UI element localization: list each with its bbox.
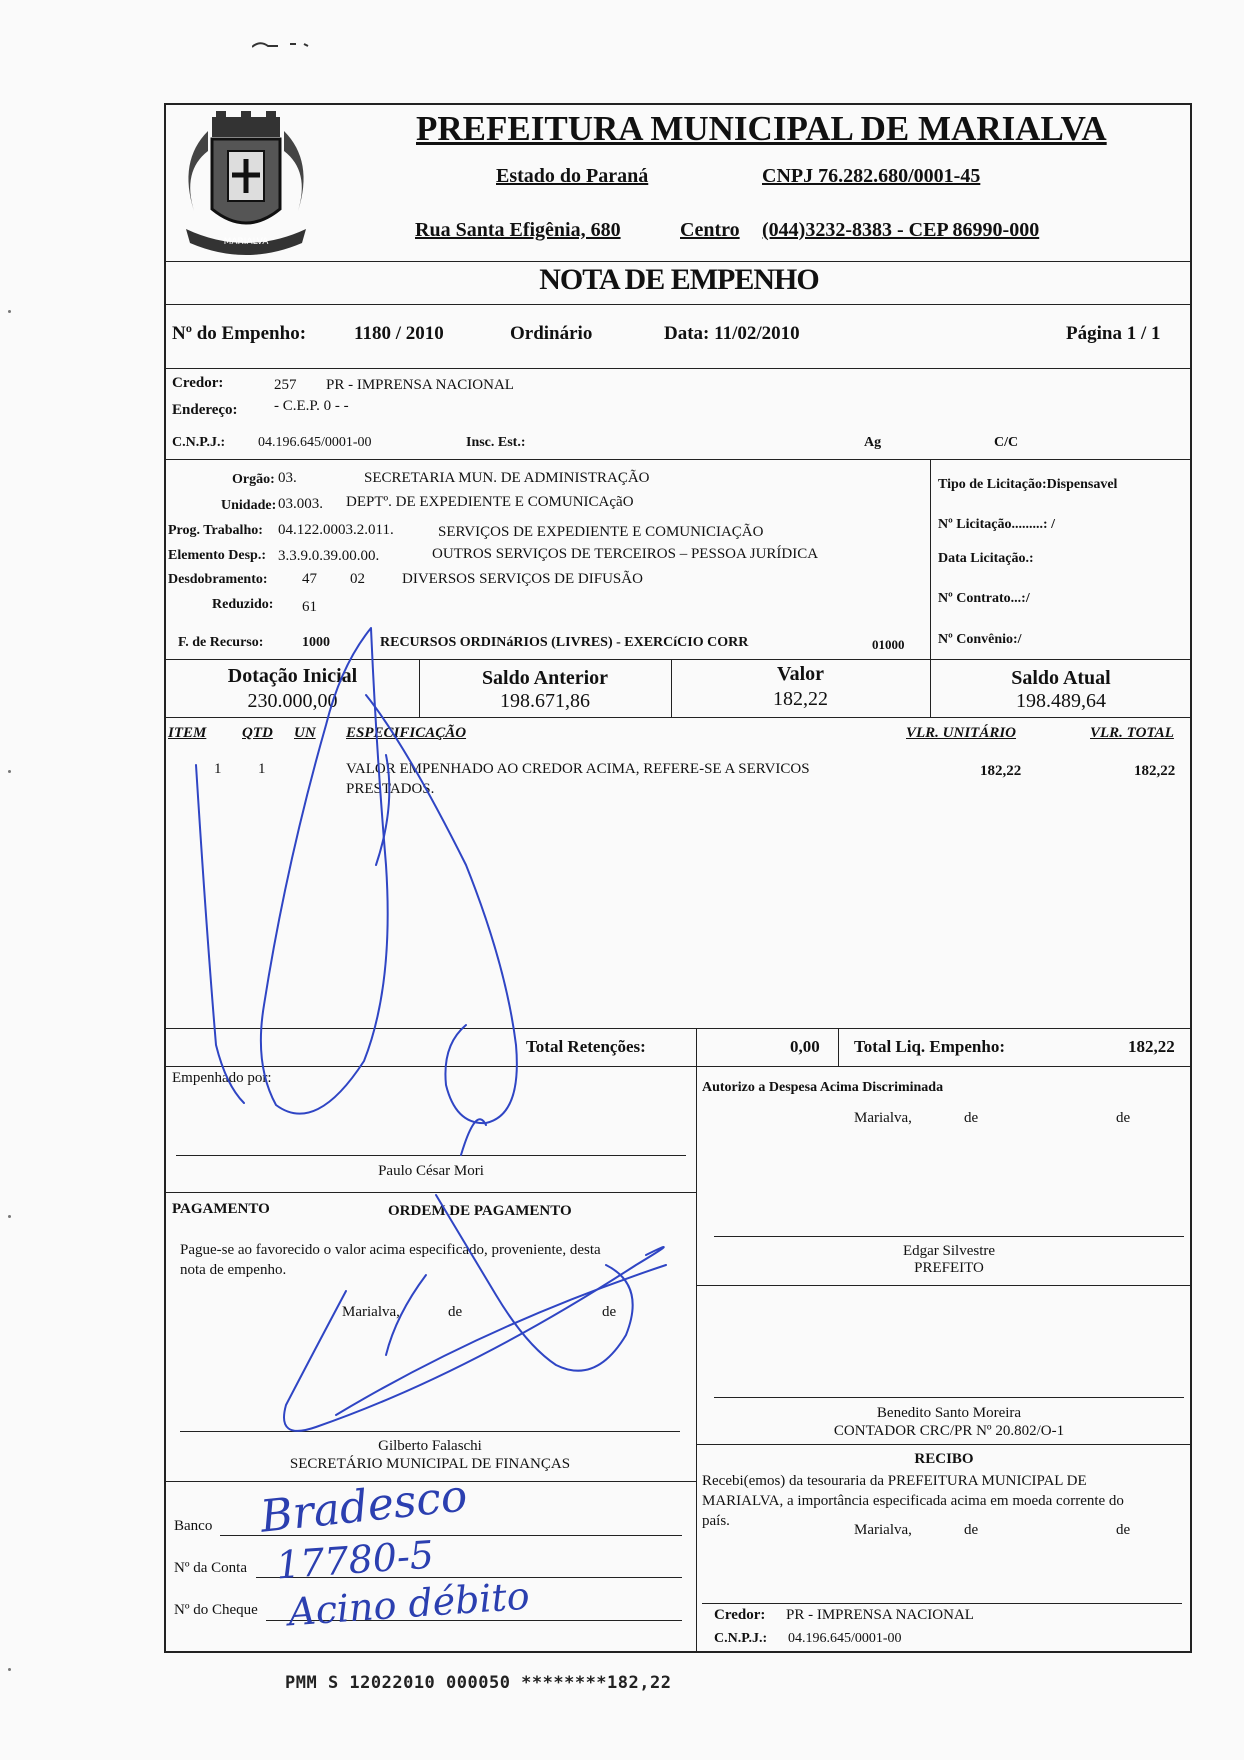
- col-vlr-unitario: VLR. UNITÁRIO: [906, 725, 1017, 741]
- empenho-type: Ordinário: [510, 323, 593, 344]
- recibo-label: RECIBO: [914, 1451, 974, 1467]
- item-desc-line1: VALOR EMPENHADO AO CREDOR ACIMA, REFERE-SE A SERVICOS: [346, 761, 810, 777]
- fonte-recurso-code: 1000: [302, 635, 330, 650]
- item-unit-value: 182,22: [980, 763, 1022, 779]
- elemento-desp-label: Elemento Desp.:: [168, 548, 266, 563]
- recibo-credor-label: Credor:: [714, 1607, 766, 1623]
- empenho-date: Data: 11/02/2010: [664, 323, 800, 344]
- page-title: PREFEITURA MUNICIPAL DE MARIALVA: [416, 109, 1107, 148]
- empenhado-signer: Paulo César Mori: [378, 1163, 484, 1179]
- scan-dot: [8, 310, 11, 313]
- autorizo-place: Marialva,: [854, 1110, 912, 1126]
- recibo-credor-name: PR - IMPRENSA NACIONAL: [786, 1607, 974, 1623]
- recibo-text-line2: MARIALVA, a importância especificada acima em moeda corrente do: [702, 1493, 1124, 1509]
- col-item: ITEM: [168, 725, 207, 741]
- recibo-place: Marialva,: [854, 1522, 912, 1538]
- unidade-label: Unidade:: [221, 498, 277, 513]
- item-qtd: 1: [258, 761, 266, 777]
- financas-role: SECRETÁRIO MUNICIPAL DE FINANÇAS: [289, 1456, 571, 1472]
- scan-mark: [252, 38, 322, 52]
- credor-code: 257: [274, 377, 297, 393]
- fonte-recurso-code2: 01000: [872, 637, 905, 652]
- credor-cnpj: 04.196.645/0001-00: [258, 435, 372, 450]
- valor-label: Valor: [776, 663, 825, 685]
- pague-se-text-line2: nota de empenho.: [180, 1262, 287, 1278]
- unidade-name: DEPTº. DE EXPEDIENTE E COMUNICAçãO: [346, 494, 634, 510]
- recibo-text-line1: Recebi(emos) da tesouraria da PREFEITURA MUNICIPAL DE: [702, 1473, 1087, 1489]
- desdobramento-label: Desdobramento:: [168, 572, 268, 587]
- saldo-atual-value: 198.489,64: [1016, 690, 1106, 712]
- item-number: 1: [214, 761, 222, 777]
- contador-role: CONTADOR CRC/PR Nº 20.802/O-1: [833, 1423, 1065, 1439]
- fonte-recurso-label: F. de Recurso:: [178, 635, 264, 650]
- recibo-text-line3: país.: [702, 1513, 730, 1529]
- fonte-recurso-name: RECURSOS ORDINáRIOS (LIVRES) - EXERCíCIO CORR: [380, 635, 749, 650]
- numero-contrato: Nº Contrato...:/: [938, 591, 1030, 606]
- numero-licitacao: Nº Licitação.........: /: [938, 517, 1055, 532]
- pagamento-de1: de: [448, 1304, 463, 1320]
- reduzido-value: 61: [302, 599, 317, 615]
- handwritten-cheque: Acino débito: [286, 1573, 531, 1635]
- street-address: Rua Santa Efigênia, 680: [415, 219, 621, 241]
- empenho-number-label: Nº do Empenho:: [172, 323, 307, 344]
- col-vlr-total: VLR. TOTAL: [1090, 725, 1174, 741]
- recibo-cnpj-label: C.N.P.J.:: [714, 1631, 768, 1646]
- document-title: NOTA DE EMPENHO: [539, 263, 819, 296]
- prefeito-name: Edgar Silvestre: [902, 1243, 996, 1259]
- prog-trabalho-name: SERVIÇOS DE EXPEDIENTE E COMUNICIAÇÃO: [438, 524, 764, 540]
- tipo-licitacao: Tipo de Licitação:Dispensavel: [938, 477, 1118, 492]
- recibo-de1: de: [964, 1522, 979, 1538]
- orgao-name: SECRETARIA MUN. DE ADMINISTRAÇÃO: [364, 470, 650, 486]
- col-un: UN: [294, 725, 316, 741]
- desdobramento-code1: 47: [302, 571, 317, 587]
- desdobramento-code2: 02: [350, 571, 365, 587]
- dotacao-inicial-label: Dotação Inicial: [227, 665, 358, 687]
- endereco-value: - C.E.P. 0 - -: [274, 398, 349, 414]
- recibo-de2: de: [1116, 1522, 1131, 1538]
- item-total-value: 182,22: [1134, 763, 1176, 779]
- credor-name: PR - IMPRENSA NACIONAL: [326, 377, 514, 393]
- scan-dot: [8, 770, 11, 773]
- state-label: Estado do Paraná: [496, 165, 649, 187]
- endereco-label: Endereço:: [172, 402, 238, 418]
- credor-label: Credor:: [172, 375, 224, 391]
- autorizo-label: Autorizo a Despesa Acima Discriminada: [702, 1080, 944, 1095]
- saldo-anterior-label: Saldo Anterior: [481, 667, 609, 689]
- saldo-anterior-value: 198.671,86: [500, 690, 590, 712]
- recibo-cnpj: 04.196.645/0001-00: [788, 1631, 902, 1646]
- agencia-label: Ag: [864, 435, 882, 450]
- contador-name: Benedito Santo Moreira: [876, 1405, 1022, 1421]
- district: Centro: [680, 219, 740, 241]
- col-especificacao: ESPECIFICAÇÃO: [346, 725, 467, 741]
- scan-dot: [8, 1668, 11, 1671]
- unidade-code: 03.003.: [278, 496, 323, 512]
- autorizo-de2: de: [1116, 1110, 1131, 1126]
- handwritten-conta: 17780-5: [274, 1532, 436, 1588]
- autorizo-de1: de: [964, 1110, 979, 1126]
- financas-signer: Gilberto Falaschi: [378, 1438, 482, 1454]
- orgao-label: Orgão:: [232, 472, 275, 487]
- prog-trabalho-code: 04.122.0003.2.011.: [278, 522, 394, 538]
- prefeito-role: PREFEITO: [914, 1260, 984, 1276]
- empenhado-por-label: Empenhado por:: [172, 1070, 272, 1086]
- ordem-pagamento-label: ORDEM DE PAGAMENTO: [388, 1203, 572, 1219]
- conta-corrente-label: C/C: [994, 435, 1019, 450]
- valor-value: 182,22: [773, 688, 828, 710]
- total-retencoes-value: 0,00: [790, 1037, 820, 1056]
- empenho-number: 1180 / 2010: [354, 323, 444, 344]
- svg-text:MARIALVA: MARIALVA: [223, 237, 269, 247]
- item-desc-line2: PRESTADOS.: [346, 781, 435, 797]
- banco-label: Banco: [174, 1518, 213, 1534]
- cheque-print-stamp: PMM S 12022010 000050 ********182,22: [285, 1673, 672, 1693]
- cnpj-label: CNPJ 76.282.680/0001-45: [762, 165, 981, 187]
- pague-se-text-line1: Pague-se ao favorecido o valor acima especificado, proveniente, desta: [180, 1242, 601, 1258]
- elemento-desp-name: OUTROS SERVIÇOS DE TERCEIROS – PESSOA JURÍDICA: [432, 546, 819, 562]
- page-number: Página 1 / 1: [1066, 323, 1161, 344]
- insc-est-label: Insc. Est.:: [466, 435, 526, 450]
- elemento-desp-code: 3.3.9.0.39.00.00.: [278, 548, 380, 564]
- total-liquido-label: Total Liq. Empenho:: [854, 1037, 1005, 1056]
- total-liquido-value: 182,22: [1128, 1037, 1175, 1056]
- municipal-coat-of-arms-icon: [172, 111, 320, 261]
- pagamento-place: Marialva,: [342, 1304, 400, 1320]
- phone-cep: (044)3232-8383 - CEP 86990-000: [762, 219, 1040, 241]
- conta-label: Nº da Conta: [174, 1560, 247, 1576]
- saldo-atual-label: Saldo Atual: [1011, 667, 1111, 689]
- data-licitacao: Data Licitação.:: [938, 551, 1034, 566]
- reduzido-label: Reduzido:: [212, 597, 274, 612]
- orgao-code: 03.: [278, 470, 297, 486]
- cnpj-label: C.N.P.J.:: [172, 435, 226, 450]
- scan-dot: [8, 1215, 11, 1218]
- pagamento-label: PAGAMENTO: [172, 1201, 270, 1217]
- prog-trabalho-label: Prog. Trabalho:: [168, 523, 263, 538]
- pagamento-de2: de: [602, 1304, 617, 1320]
- dotacao-inicial-value: 230.000,00: [247, 690, 338, 712]
- cheque-label: Nº do Cheque: [174, 1602, 258, 1618]
- handwritten-banco: Bradesco: [257, 1470, 470, 1543]
- col-qtd: QTD: [242, 725, 273, 741]
- total-retencoes-label: Total Retenções:: [526, 1037, 646, 1056]
- desdobramento-name: DIVERSOS SERVIÇOS DE DIFUSÃO: [402, 571, 643, 587]
- numero-convenio: Nº Convênio:/: [938, 632, 1022, 647]
- nota-de-empenho-form: [164, 103, 1192, 1653]
